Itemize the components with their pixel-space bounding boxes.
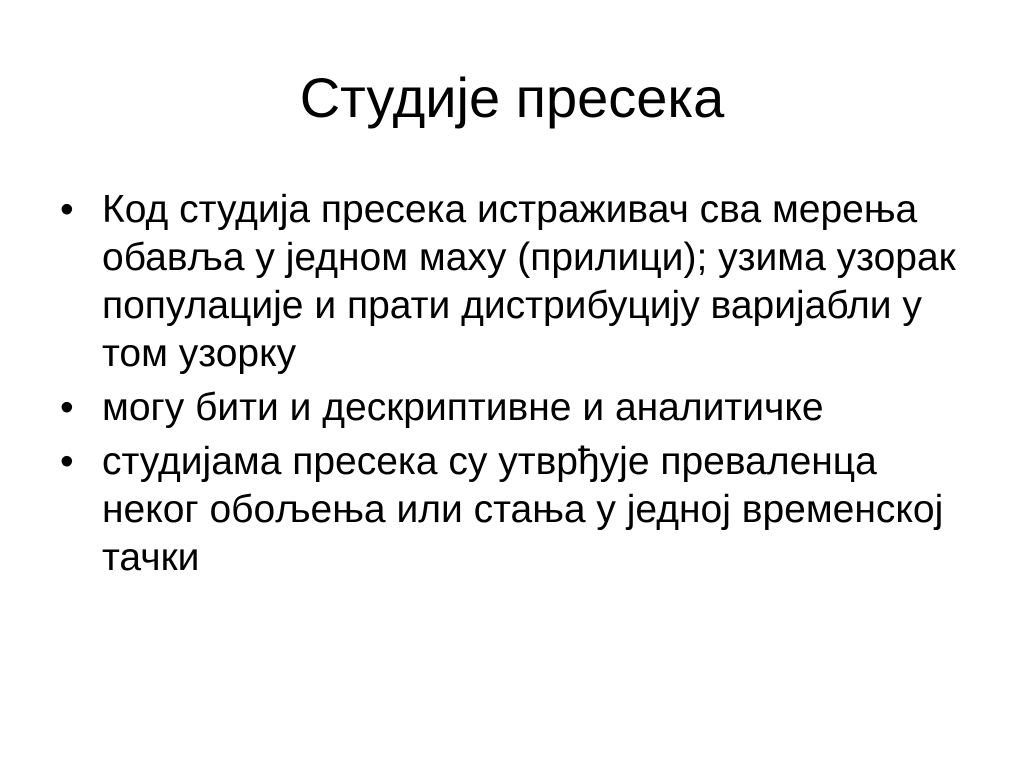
- slide-title: Студије пресека: [299, 66, 725, 129]
- bullet-item: [60, 384, 960, 432]
- bullet-icon: •: [60, 440, 74, 483]
- bullet-icon: •: [60, 386, 74, 429]
- bullet-text: студијама пресека су утврђује преваленца неког обољења или стања у једној временској тачки: [102, 440, 944, 579]
- bullet-text: могу бити и дескриптивне и аналитичке: [102, 386, 824, 429]
- bullet-list: [60, 186, 960, 588]
- bullet-item: [60, 438, 960, 582]
- bullet-text: Код студија пресека истраживач сва мерења обавља у једном маху (прилици); узима узорак популације и прати дистрибуцију варијабли у том узорку: [102, 188, 956, 375]
- bullet-icon: •: [60, 188, 74, 231]
- bullet-item: [60, 186, 960, 378]
